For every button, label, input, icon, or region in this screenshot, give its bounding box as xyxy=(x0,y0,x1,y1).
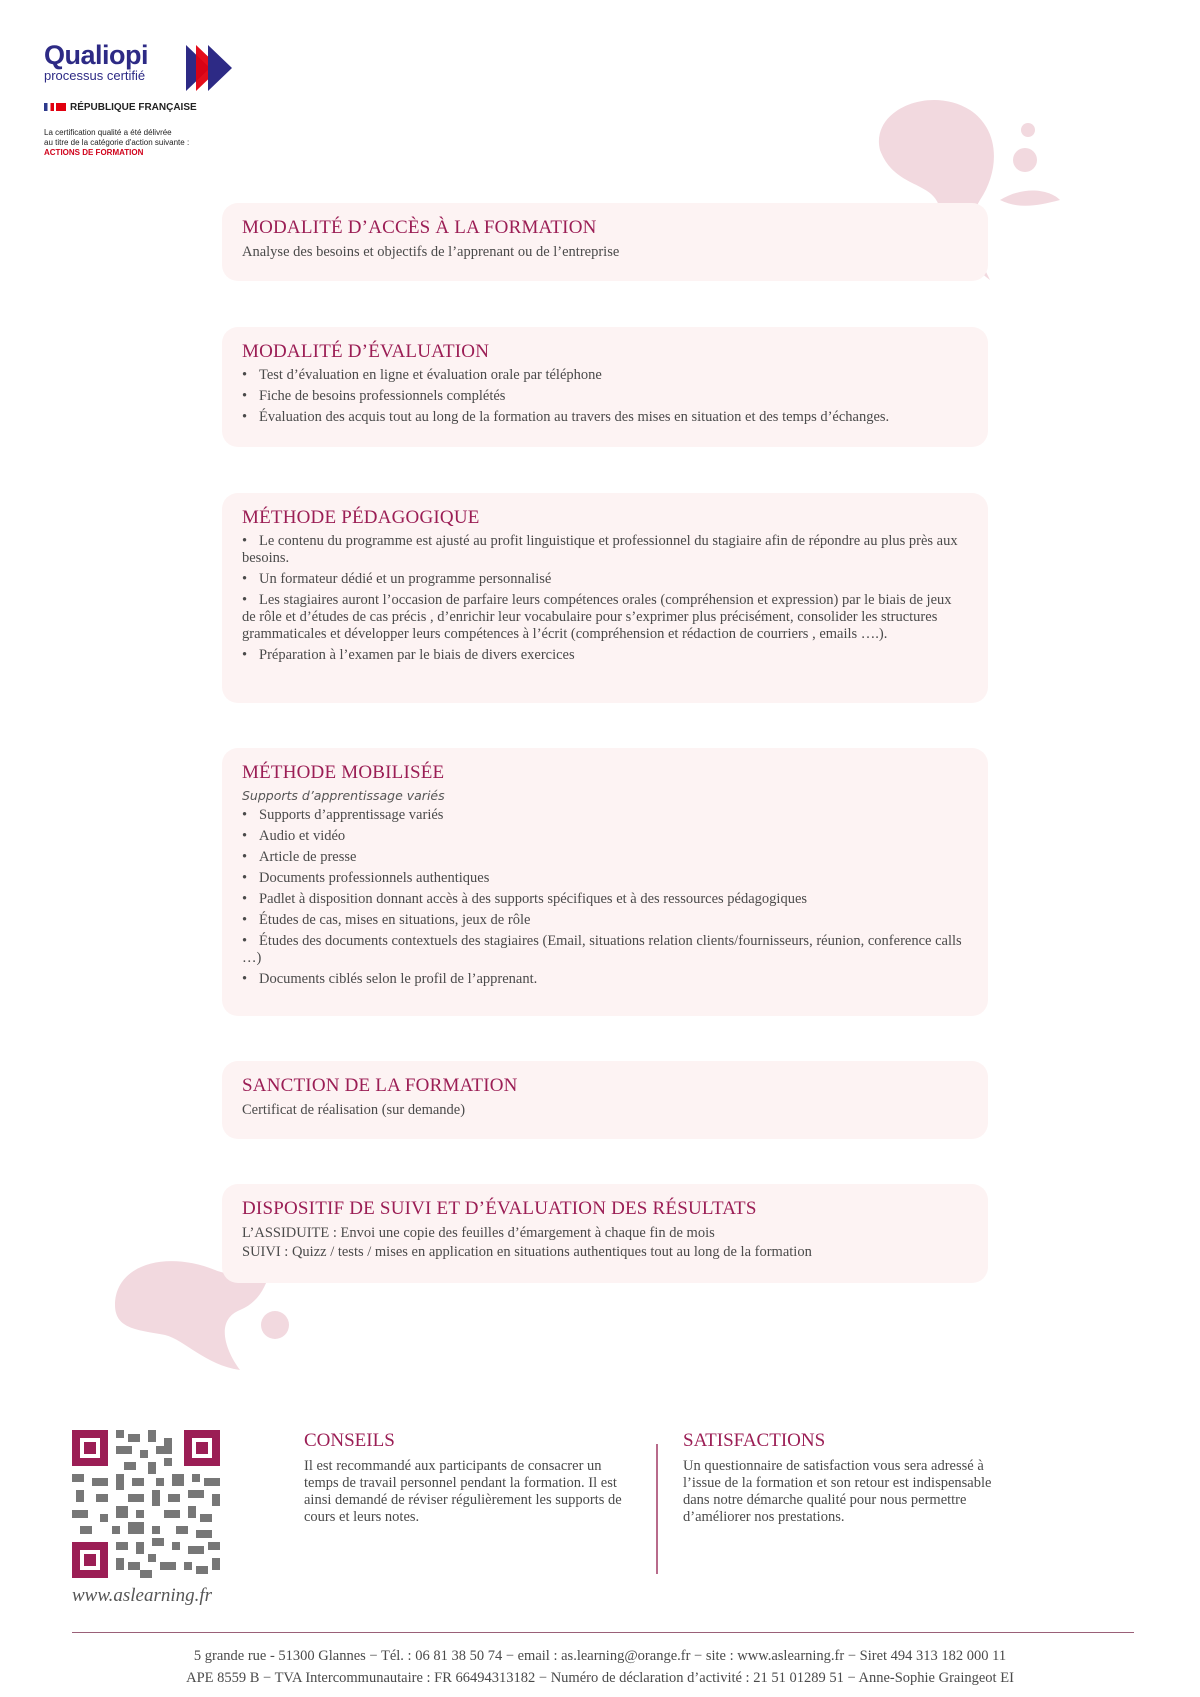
card-acces xyxy=(222,203,988,281)
pedagogique-list xyxy=(242,533,968,664)
card-text: Analyse des besoins et objectifs de l’apprenant ou de l’entreprise xyxy=(242,244,620,260)
list-item: • Audio et vidéo xyxy=(242,828,346,844)
certification-note xyxy=(44,128,189,158)
satisfactions-section xyxy=(683,1430,1013,1526)
suivi-line-2: SUIVI : Quizz / tests / mises en application en situations authentiques tout au long de la formation xyxy=(242,1244,812,1260)
flag-icon xyxy=(44,103,54,111)
suivi-line-1: L’ASSIDUITE : Envoi une copie des feuilles d’émargement à chaque fin de mois xyxy=(242,1225,715,1241)
cert-line-2: au titre de la catégorie d'action suivante : xyxy=(44,138,190,147)
list-item: • Supports d’apprentissage variés xyxy=(242,807,444,823)
list-item: • Un formateur dédié et un programme personnalisé xyxy=(242,571,552,587)
card-pedagogique xyxy=(222,493,988,703)
card-title: DISPOSITIF DE SUIVI ET D’ÉVALUATION DES RÉSULTATS xyxy=(242,1198,757,1219)
card-sanction xyxy=(222,1061,988,1139)
cert-category: ACTIONS DE FORMATION xyxy=(44,148,144,157)
list-item: • Préparation à l’examen par le biais de divers exercices xyxy=(242,647,575,663)
conseils-title: CONSEILS xyxy=(304,1430,395,1451)
list-item: • Fiche de besoins professionnels complétés xyxy=(242,388,506,404)
marianne-icon xyxy=(56,103,66,111)
card-subtitle: Supports d’apprentissage variés xyxy=(242,788,445,803)
list-item: • Le contenu du programme est ajusté au profit linguistique et professionnel du stagiaire afin de répondre au plus près aux besoins. xyxy=(242,533,958,566)
card-suivi xyxy=(222,1184,988,1283)
satisfactions-text: Un questionnaire de satisfaction vous sera adressé à l’issue de la formation et son retour est indispensable dans notre démarche qualité pour nous permettre d’améliorer nos prestations. xyxy=(683,1458,992,1525)
mobilisee-list xyxy=(242,807,968,988)
cert-line-1: La certification qualité a été délivrée xyxy=(44,128,172,137)
conseils-text: Il est recommandé aux participants de consacrer un temps de travail personnel pendant la formation. Il est ainsi demandé de réviser régulièrement les supports de cours et leurs notes. xyxy=(304,1458,622,1525)
address-line-2: APE 8559 B − TVA Intercommunautaire : FR 66494313182 − Numéro de déclaration d’activité : 21 51 01289 51 − Anne-Sophie Graingeot EI xyxy=(186,1670,1014,1686)
list-item: • Les stagiaires auront l’occasion de parfaire leurs compétences orales (compréhension et expression) par le biais de jeux de rôle et d’études de cas précis , d’enrichir leur vocabulaire pour s’exprimer plus précisément, consolider les structures grammaticales et développer leurs compétences à l’écrit (compréhension et rédaction de courriers , emails ….). xyxy=(242,592,952,642)
list-item: • Padlet à disposition donnant accès à des supports spécifiques et à des ressources pédagogiques xyxy=(242,891,808,907)
list-item: • Études de cas, mises en situations, jeux de rôle xyxy=(242,912,531,928)
qualiopi-arrows-icon xyxy=(186,45,256,91)
list-item: • Documents ciblés selon le profil de l’apprenant. xyxy=(242,971,538,987)
footer-rule xyxy=(72,1632,1134,1633)
list-item: • Documents professionnels authentiques xyxy=(242,870,490,886)
card-title: MODALITÉ D’ACCÈS À LA FORMATION xyxy=(242,217,597,238)
address-line-1: 5 grande rue - 51300 Glannes − Tél. : 06 81 38 50 74 − email : as.learning@orange.fr − site : www.aslearning.fr − Siret 494 313 182 000 11 xyxy=(193,1648,1007,1664)
list-item: • Test d’évaluation en ligne et évaluation orale par téléphone xyxy=(242,367,602,383)
card-mobilisee xyxy=(222,748,988,1016)
divider xyxy=(656,1444,658,1574)
card-title: MÉTHODE PÉDAGOGIQUE xyxy=(242,507,480,528)
qualiopi-logo xyxy=(44,40,244,83)
republique-francaise xyxy=(44,102,197,113)
card-text: Certificat de réalisation (sur demande) xyxy=(242,1102,466,1118)
card-title: MODALITÉ D’ÉVALUATION xyxy=(242,341,490,362)
qualiopi-brand: Qualiopi xyxy=(44,40,148,70)
list-item: • Article de presse xyxy=(242,849,357,865)
card-title: MÉTHODE MOBILISÉE xyxy=(242,762,445,783)
list-item: • Études des documents contextuels des stagiaires (Email, situations relation clients/fournisseurs, réunion, conference calls …) xyxy=(242,933,962,966)
satisfactions-title: SATISFACTIONS xyxy=(683,1430,826,1451)
conseils-section xyxy=(304,1430,624,1526)
website-label[interactable]: www.aslearning.fr xyxy=(72,1585,213,1606)
list-item: • Évaluation des acquis tout au long de la formation au travers des mises en situation et des temps d’échanges. xyxy=(242,409,890,425)
qualiopi-sub: processus certifié xyxy=(44,68,146,83)
qr-code[interactable] xyxy=(72,1430,220,1578)
republique-label: RÉPUBLIQUE FRANÇAISE xyxy=(70,102,197,113)
evaluation-list xyxy=(242,367,968,426)
card-evaluation xyxy=(222,327,988,447)
card-title: SANCTION DE LA FORMATION xyxy=(242,1075,518,1096)
